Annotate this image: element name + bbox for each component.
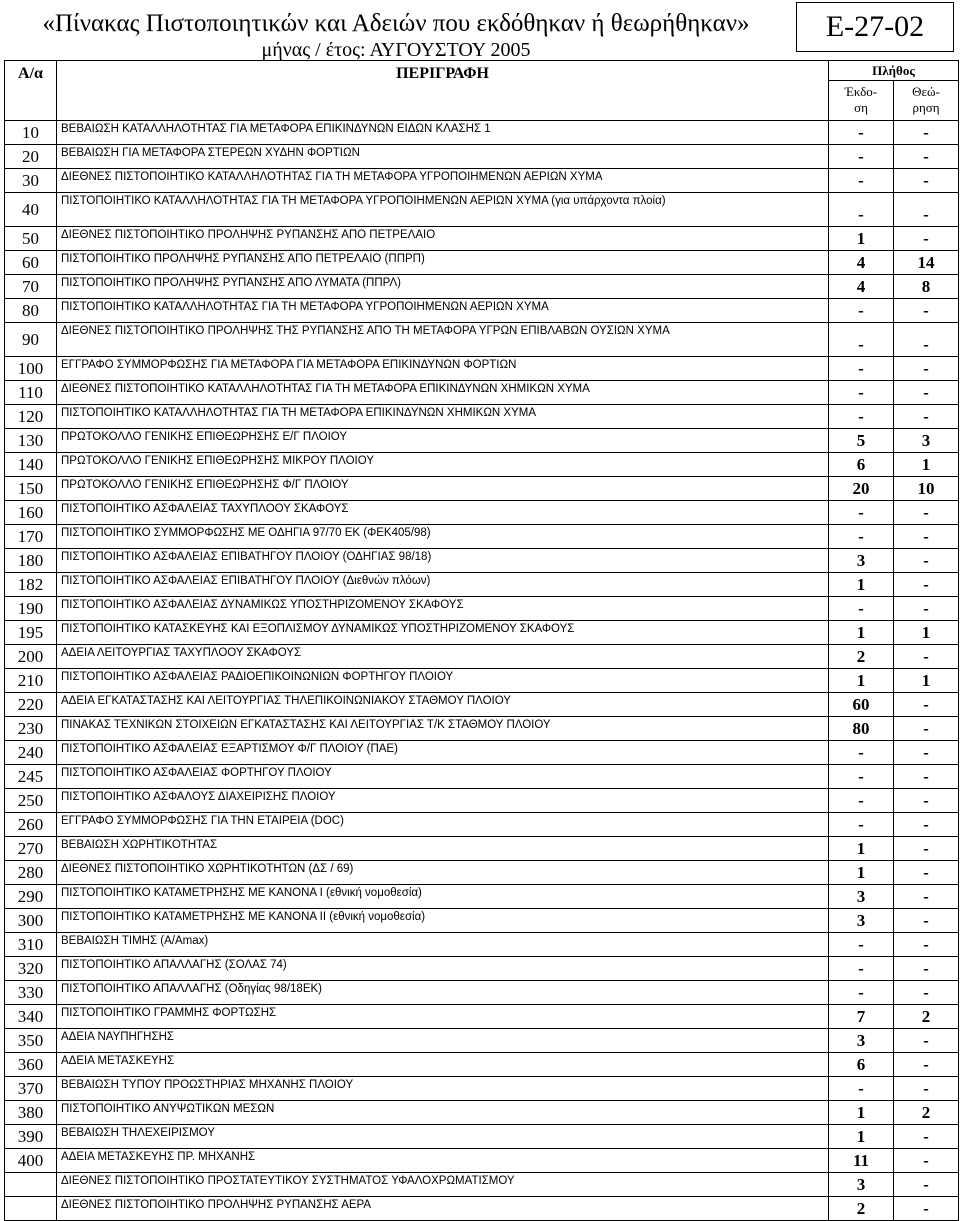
row-description: ΠΙΣΤΟΠΟΙΗΤΙΚΟ ΑΣΦΑΛΕΙΑΣ ΕΠΙΒΑΤΗΓΟΥ ΠΛΟΙΟΥ (Διεθνών πλόων)	[57, 573, 829, 597]
row-number: 90	[5, 323, 57, 357]
row-issued-count: 1	[829, 573, 894, 597]
row-reviewed-count: -	[894, 549, 959, 573]
row-number: 380	[5, 1101, 57, 1125]
row-description: ΔΙΕΘΝΕΣ ΠΙΣΤΟΠΟΙΗΤΙΚΟ ΠΡΟΛΗΨΗΣ ΤΗΣ ΡΥΠΑΝΣΗΣ ΑΠΟ ΤΗ ΜΕΤΑΦΟΡΑ ΥΓΡΩΝ ΕΠΙΒΛΑΒΩΝ ΟΥΣΙΩΝ ΧΥΜΑ	[57, 323, 829, 357]
row-description: ΔΙΕΘΝΕΣ ΠΙΣΤΟΠΟΙΗΤΙΚΟ ΠΡΟΣΤΑΤΕΥΤΙΚΟΥ ΣΥΣΤΗΜΑΤΟΣ ΥΦΑΛΟΧΡΩΜΑΤΙΣΜΟΥ	[57, 1173, 829, 1197]
row-number: 280	[5, 861, 57, 885]
row-issued-count: -	[829, 957, 894, 981]
row-issued-count: 1	[829, 837, 894, 861]
row-description: ΔΙΕΘΝΕΣ ΠΙΣΤΟΠΟΙΗΤΙΚΟ ΚΑΤΑΛΛΗΛΟΤΗΤΑΣ ΓΙΑ ΤΗ ΜΕΤΑΦΟΡΑ ΕΠΙΚΙΝΔΥΝΩΝ ΧΗΜΙΚΩΝ ΧΥΜΑ	[57, 381, 829, 405]
table-row	[5, 741, 959, 765]
row-number: 400	[5, 1149, 57, 1173]
row-reviewed-count: 1	[894, 453, 959, 477]
row-reviewed-count: -	[894, 957, 959, 981]
row-description: ΠΙΣΤΟΠΟΙΗΤΙΚΟ ΚΑΤΑΜΕΤΡΗΣΗΣ ΜΕ ΚΑΝΟΝΑ Ι (εθνική νομοθεσία)	[57, 885, 829, 909]
row-issued-count: 5	[829, 429, 894, 453]
form-code: Ε-27-02	[796, 2, 954, 52]
row-description: ΒΕΒΑΙΩΣΗ ΓΙΑ ΜΕΤΑΦΟΡΑ ΣΤΕΡΕΩΝ ΧΥΔΗΝ ΦΟΡΤΙΩΝ	[57, 145, 829, 169]
row-number: 310	[5, 933, 57, 957]
table-row	[5, 1173, 959, 1197]
table-row	[5, 669, 959, 693]
row-reviewed-count: -	[894, 1173, 959, 1197]
table-row	[5, 1149, 959, 1173]
row-issued-count: 1	[829, 227, 894, 251]
row-issued-count: -	[829, 145, 894, 169]
row-description: ΠΙΝΑΚΑΣ ΤΕΧΝΙΚΩΝ ΣΤΟΙΧΕΙΩΝ ΕΓΚΑΤΑΣΤΑΣΗΣ ΚΑΙ ΛΕΙΤΟΥΡΓΙΑΣ Τ/Κ ΣΤΑΘΜΟΥ ΠΛΟΙΟΥ	[57, 717, 829, 741]
row-number: 370	[5, 1077, 57, 1101]
reviewed-label: Θεώ- ρηση	[912, 84, 940, 116]
table-row	[5, 251, 959, 275]
row-number: 40	[5, 193, 57, 227]
row-number: 245	[5, 765, 57, 789]
page-title: «Πίνακας Πιστοποιητικών και Αδειών που εκδόθηκαν ή θεωρήθηκαν»	[42, 10, 750, 37]
row-issued-count: 1	[829, 1125, 894, 1149]
column-header-issued	[829, 80, 894, 120]
table-row	[5, 299, 959, 323]
table-row	[5, 933, 959, 957]
row-description: ΠΙΣΤΟΠΟΙΗΤΙΚΟ ΚΑΤΑΛΛΗΛΟΤΗΤΑΣ ΓΙΑ ΤΗ ΜΕΤΑΦΟΡΑ ΥΓΡΟΠΟΙΗΜΕΝΩΝ ΑΕΡΙΩΝ ΧΥΜΑ (για υπάρχοντα πλοία)	[57, 193, 829, 227]
table-row	[5, 525, 959, 549]
table-body	[5, 121, 959, 1221]
row-issued-count: 6	[829, 453, 894, 477]
row-issued-count: 1	[829, 669, 894, 693]
row-number: 240	[5, 741, 57, 765]
row-issued-count: -	[829, 357, 894, 381]
table-row	[5, 693, 959, 717]
table-row	[5, 169, 959, 193]
table-row	[5, 227, 959, 251]
table-row	[5, 1053, 959, 1077]
table-row	[5, 1005, 959, 1029]
row-issued-count: -	[829, 981, 894, 1005]
row-description: ΠΙΣΤΟΠΟΙΗΤΙΚΟ ΑΣΦΑΛΕΙΑΣ ΡΑΔΙΟΕΠΙΚΟΙΝΩΝΙΩΝ ΦΟΡΤΗΓΟΥ ΠΛΟΙΟΥ	[57, 669, 829, 693]
table-row	[5, 765, 959, 789]
row-issued-count: -	[829, 789, 894, 813]
table-row	[5, 121, 959, 145]
row-description: ΔΙΕΘΝΕΣ ΠΙΣΤΟΠΟΙΗΤΙΚΟ ΠΡΟΛΗΨΗΣ ΡΥΠΑΝΣΗΣ ΑΕΡΑ	[57, 1197, 829, 1221]
table-row	[5, 145, 959, 169]
row-number: 50	[5, 227, 57, 251]
row-description: ΑΔΕΙΑ ΛΕΙΤΟΥΡΓΙΑΣ ΤΑΧΥΠΛΟΟΥ ΣΚΑΦΟΥΣ	[57, 645, 829, 669]
row-issued-count: 80	[829, 717, 894, 741]
table-row	[5, 789, 959, 813]
row-reviewed-count: -	[894, 597, 959, 621]
row-reviewed-count: -	[894, 1149, 959, 1173]
row-reviewed-count: -	[894, 1125, 959, 1149]
row-description: ΑΔΕΙΑ ΕΓΚΑΤΑΣΤΑΣΗΣ ΚΑΙ ΛΕΙΤΟΥΡΓΙΑΣ ΤΗΛΕΠΙΚΟΙΝΩΝΙΑΚΟΥ ΣΤΑΘΜΟΥ ΠΛΟΙΟΥ	[57, 693, 829, 717]
row-reviewed-count: -	[894, 227, 959, 251]
row-issued-count: -	[829, 501, 894, 525]
row-issued-count: 2	[829, 645, 894, 669]
row-issued-count: 60	[829, 693, 894, 717]
row-number: 182	[5, 573, 57, 597]
row-reviewed-count: -	[894, 525, 959, 549]
row-issued-count: 3	[829, 909, 894, 933]
row-issued-count: -	[829, 381, 894, 405]
row-description: ΠΡΩΤΟΚΟΛΛΟ ΓΕΝΙΚΗΣ ΕΠΙΘΕΩΡΗΣΗΣ ΜΙΚΡΟΥ ΠΛΟΙΟΥ	[57, 453, 829, 477]
certificates-table	[4, 60, 959, 1221]
row-number: 390	[5, 1125, 57, 1149]
row-reviewed-count: -	[894, 861, 959, 885]
table-row	[5, 275, 959, 299]
row-description: ΑΔΕΙΑ ΝΑΥΠΗΓΗΣΗΣ	[57, 1029, 829, 1053]
column-header-reviewed	[894, 80, 959, 120]
row-description: ΠΙΣΤΟΠΟΙΗΤΙΚΟ ΚΑΤΑΛΛΗΛΟΤΗΤΑΣ ΓΙΑ ΤΗ ΜΕΤΑΦΟΡΑ ΥΓΡΟΠΟΙΗΜΕΝΩΝ ΑΕΡΙΩΝ ΧΥΜΑ	[57, 299, 829, 323]
row-issued-count: 1	[829, 621, 894, 645]
row-number: 300	[5, 909, 57, 933]
table-row	[5, 1197, 959, 1221]
row-reviewed-count: -	[894, 405, 959, 429]
row-description: ΒΕΒΑΙΩΣΗ ΤΙΜΗΣ (A/Amax)	[57, 933, 829, 957]
row-description: ΠΙΣΤΟΠΟΙΗΤΙΚΟ ΑΣΦΑΛΕΙΑΣ ΦΟΡΤΗΓΟΥ ΠΛΟΙΟΥ	[57, 765, 829, 789]
table-row	[5, 981, 959, 1005]
row-description: ΠΡΩΤΟΚΟΛΛΟ ΓΕΝΙΚΗΣ ΕΠΙΘΕΩΡΗΣΗΣ Φ/Γ ΠΛΟΙΟΥ	[57, 477, 829, 501]
table-row	[5, 813, 959, 837]
row-description: ΒΕΒΑΙΩΣΗ ΤΥΠΟΥ ΠΡΟΩΣΤΗΡΙΑΣ ΜΗΧΑΝΗΣ ΠΛΟΙΟΥ	[57, 1077, 829, 1101]
row-issued-count: 7	[829, 1005, 894, 1029]
row-number: 130	[5, 429, 57, 453]
row-description: ΒΕΒΑΙΩΣΗ ΤΗΛΕΧΕΙΡΙΣΜΟΥ	[57, 1125, 829, 1149]
row-number: 350	[5, 1029, 57, 1053]
row-reviewed-count: 2	[894, 1005, 959, 1029]
row-reviewed-count: 10	[894, 477, 959, 501]
row-issued-count: -	[829, 933, 894, 957]
row-description: ΠΙΣΤΟΠΟΙΗΤΙΚΟ ΚΑΤΑΜΕΤΡΗΣΗΣ ΜΕ ΚΑΝΟΝΑ ΙΙ (εθνική νομοθεσία)	[57, 909, 829, 933]
row-description: ΔΙΕΘΝΕΣ ΠΙΣΤΟΠΟΙΗΤΙΚΟ ΚΑΤΑΛΛΗΛΟΤΗΤΑΣ ΓΙΑ ΤΗ ΜΕΤΑΦΟΡΑ ΥΓΡΟΠΟΙΗΜΕΝΩΝ ΑΕΡΙΩΝ ΧΥΜΑ	[57, 169, 829, 193]
row-description: ΠΙΣΤΟΠΟΙΗΤΙΚΟ ΠΡΟΛΗΨΗΣ ΡΥΠΑΝΣΗΣ ΑΠΟ ΛΥΜΑΤΑ (ΠΠΡΛ)	[57, 275, 829, 299]
row-issued-count: 1	[829, 861, 894, 885]
table-row	[5, 357, 959, 381]
row-reviewed-count: -	[894, 909, 959, 933]
row-number: 100	[5, 357, 57, 381]
row-number: 190	[5, 597, 57, 621]
row-reviewed-count: -	[894, 1053, 959, 1077]
row-number	[5, 1197, 57, 1221]
row-reviewed-count: -	[894, 381, 959, 405]
row-number: 320	[5, 957, 57, 981]
row-number: 210	[5, 669, 57, 693]
row-number: 290	[5, 885, 57, 909]
row-issued-count: 4	[829, 275, 894, 299]
row-number: 30	[5, 169, 57, 193]
row-number: 270	[5, 837, 57, 861]
row-number: 20	[5, 145, 57, 169]
period-value: ΑΥΓΟΥΣΤΟΥ 2005	[369, 39, 531, 61]
row-number: 200	[5, 645, 57, 669]
table-row	[5, 1077, 959, 1101]
row-number: 180	[5, 549, 57, 573]
row-reviewed-count: -	[894, 765, 959, 789]
row-number: 60	[5, 251, 57, 275]
table-row	[5, 501, 959, 525]
row-issued-count: 3	[829, 549, 894, 573]
row-number: 195	[5, 621, 57, 645]
row-description: ΠΙΣΤΟΠΟΙΗΤΙΚΟ ΓΡΑΜΜΗΣ ΦΟΡΤΩΣΗΣ	[57, 1005, 829, 1029]
row-issued-count: 1	[829, 1101, 894, 1125]
row-issued-count: 4	[829, 251, 894, 275]
row-description: ΠΙΣΤΟΠΟΙΗΤΙΚΟ ΑΣΦΑΛΕΙΑΣ ΔΥΝΑΜΙΚΩΣ ΥΠΟΣΤΗΡΙΖΟΜΕΝΟΥ ΣΚΑΦΟΥΣ	[57, 597, 829, 621]
table-row	[5, 573, 959, 597]
row-reviewed-count: 2	[894, 1101, 959, 1125]
row-reviewed-count: -	[894, 645, 959, 669]
row-description: ΑΔΕΙΑ ΜΕΤΑΣΚΕΥΗΣ	[57, 1053, 829, 1077]
row-description: ΠΙΣΤΟΠΟΙΗΤΙΚΟ ΑΣΦΑΛΕΙΑΣ ΕΠΙΒΑΤΗΓΟΥ ΠΛΟΙΟΥ (ΟΔΗΓΙΑΣ 98/18)	[57, 549, 829, 573]
row-reviewed-count: 14	[894, 251, 959, 275]
row-number: 10	[5, 121, 57, 145]
row-reviewed-count: -	[894, 1197, 959, 1221]
row-reviewed-count: -	[894, 717, 959, 741]
table-row	[5, 1125, 959, 1149]
row-reviewed-count: -	[894, 1077, 959, 1101]
row-number: 70	[5, 275, 57, 299]
row-issued-count: -	[829, 299, 894, 323]
row-reviewed-count: -	[894, 193, 959, 227]
table-row	[5, 861, 959, 885]
row-reviewed-count: 3	[894, 429, 959, 453]
row-issued-count: 2	[829, 1197, 894, 1221]
row-reviewed-count: -	[894, 501, 959, 525]
row-issued-count: -	[829, 813, 894, 837]
row-number: 250	[5, 789, 57, 813]
row-description: ΠΙΣΤΟΠΟΙΗΤΙΚΟ ΑΣΦΑΛΕΙΑΣ ΕΞΑΡΤΙΣΜΟΥ Φ/Γ ΠΛΟΙΟΥ (ΠΑΕ)	[57, 741, 829, 765]
table-row	[5, 717, 959, 741]
row-description: ΠΙΣΤΟΠΟΙΗΤΙΚΟ ΑΣΦΑΛΟΥΣ ΔΙΑΧΕΙΡΙΣΗΣ ΠΛΟΙΟΥ	[57, 789, 829, 813]
row-description: ΠΙΣΤΟΠΟΙΗΤΙΚΟ ΣΥΜΜΟΡΦΩΣΗΣ ΜΕ ΟΔΗΓΙΑ 97/70 ΕΚ (ΦΕΚ405/98)	[57, 525, 829, 549]
table-row	[5, 429, 959, 453]
table-row	[5, 381, 959, 405]
row-issued-count: 3	[829, 885, 894, 909]
row-issued-count: -	[829, 525, 894, 549]
row-issued-count: 20	[829, 477, 894, 501]
table-row	[5, 453, 959, 477]
row-description: ΠΡΩΤΟΚΟΛΛΟ ΓΕΝΙΚΗΣ ΕΠΙΘΕΩΡΗΣΗΣ Ε/Γ ΠΛΟΙΟΥ	[57, 429, 829, 453]
row-number: 120	[5, 405, 57, 429]
table-row	[5, 645, 959, 669]
row-description: ΠΙΣΤΟΠΟΙΗΤΙΚΟ ΑΠΑΛΛΑΓΗΣ (Οδηγίας 98/18ΕΚ)	[57, 981, 829, 1005]
row-description: ΠΙΣΤΟΠΟΙΗΤΙΚΟ ΚΑΤΑΛΛΗΛΟΤΗΤΑΣ ΓΙΑ ΤΗ ΜΕΤΑΦΟΡΑ ΕΠΙΚΙΝΔΥΝΩΝ ΧΗΜΙΚΩΝ ΧΥΜΑ	[57, 405, 829, 429]
row-number: 150	[5, 477, 57, 501]
issued-label: Έκδο- ση	[844, 84, 878, 116]
row-issued-count: -	[829, 169, 894, 193]
row-description: ΠΙΣΤΟΠΟΙΗΤΙΚΟ ΑΝΥΨΩΤΙΚΩΝ ΜΕΣΩΝ	[57, 1101, 829, 1125]
table-row	[5, 837, 959, 861]
row-number: 340	[5, 1005, 57, 1029]
period-line	[36, 38, 756, 62]
table-row	[5, 1029, 959, 1053]
row-description: ΠΙΣΤΟΠΟΙΗΤΙΚΟ ΠΡΟΛΗΨΗΣ ΡΥΠΑΝΣΗΣ ΑΠΟ ΠΕΤΡΕΛΑΙΟ (ΠΠΡΠ)	[57, 251, 829, 275]
row-description: ΕΓΓΡΑΦΟ ΣΥΜΜΟΡΦΩΣΗΣ ΓΙΑ ΜΕΤΑΦΟΡΑ ΓΙΑ ΜΕΤΑΦΟΡΑ ΕΠΙΚΙΝΔΥΝΩΝ ΦΟΡΤΙΩΝ	[57, 357, 829, 381]
row-number	[5, 1173, 57, 1197]
table-row	[5, 405, 959, 429]
row-description: ΠΙΣΤΟΠΟΙΗΤΙΚΟ ΚΑΤΑΣΚΕΥΗΣ ΚΑΙ ΕΞΟΠΛΙΣΜΟΥ ΔΥΝΑΜΙΚΩΣ ΥΠΟΣΤΗΡΙΖΟΜΕΝΟΥ ΣΚΑΦΟΥΣ	[57, 621, 829, 645]
row-number: 170	[5, 525, 57, 549]
row-issued-count: -	[829, 741, 894, 765]
column-header-aa: Α/α	[5, 61, 57, 121]
period-label: μήνας / έτος:	[261, 39, 366, 61]
row-number: 160	[5, 501, 57, 525]
row-reviewed-count: -	[894, 981, 959, 1005]
row-reviewed-count: -	[894, 145, 959, 169]
table-row	[5, 957, 959, 981]
row-reviewed-count: -	[894, 323, 959, 357]
table-row	[5, 1101, 959, 1125]
row-reviewed-count: -	[894, 741, 959, 765]
row-issued-count: 3	[829, 1173, 894, 1197]
table-row	[5, 549, 959, 573]
row-reviewed-count: -	[894, 789, 959, 813]
table-row	[5, 477, 959, 501]
row-reviewed-count: 8	[894, 275, 959, 299]
row-issued-count: -	[829, 323, 894, 357]
row-description: ΒΕΒΑΙΩΣΗ ΧΩΡΗΤΙΚΟΤΗΤΑΣ	[57, 837, 829, 861]
row-reviewed-count: -	[894, 1029, 959, 1053]
row-description: ΔΙΕΘΝΕΣ ΠΙΣΤΟΠΟΙΗΤΙΚΟ ΠΡΟΛΗΨΗΣ ΡΥΠΑΝΣΗΣ ΑΠΟ ΠΕΤΡΕΛΑΙΟ	[57, 227, 829, 251]
row-issued-count: -	[829, 597, 894, 621]
column-header-description: ΠΕΡΙΓΡΑΦΗ	[57, 61, 829, 121]
table-row	[5, 909, 959, 933]
table-row	[5, 323, 959, 357]
row-reviewed-count: -	[894, 573, 959, 597]
row-issued-count: 11	[829, 1149, 894, 1173]
row-description: ΒΕΒΑΙΩΣΗ ΚΑΤΑΛΛΗΛΟΤΗΤΑΣ ΓΙΑ ΜΕΤΑΦΟΡΑ ΕΠΙΚΙΝΔΥΝΩΝ ΕΙΔΩΝ ΚΛΑΣΗΣ 1	[57, 121, 829, 145]
row-number: 260	[5, 813, 57, 837]
row-description: ΕΓΓΡΑΦΟ ΣΥΜΜΟΡΦΩΣΗΣ ΓΙΑ ΤΗΝ ΕΤΑΙΡΕΙΑ (DOC)	[57, 813, 829, 837]
table-row	[5, 621, 959, 645]
row-number: 110	[5, 381, 57, 405]
row-description: ΔΙΕΘΝΕΣ ΠΙΣΤΟΠΟΙΗΤΙΚΟ ΧΩΡΗΤΙΚΟΤΗΤΩΝ (ΔΣ / 69)	[57, 861, 829, 885]
row-issued-count: 3	[829, 1029, 894, 1053]
row-number: 80	[5, 299, 57, 323]
row-number: 220	[5, 693, 57, 717]
row-number: 230	[5, 717, 57, 741]
row-reviewed-count: 1	[894, 669, 959, 693]
row-reviewed-count: -	[894, 885, 959, 909]
table-row	[5, 597, 959, 621]
row-issued-count: -	[829, 1077, 894, 1101]
row-issued-count: -	[829, 405, 894, 429]
row-description: ΠΙΣΤΟΠΟΙΗΤΙΚΟ ΑΠΑΛΛΑΓΗΣ (ΣΟΛΑΣ 74)	[57, 957, 829, 981]
row-number: 140	[5, 453, 57, 477]
row-number: 360	[5, 1053, 57, 1077]
row-issued-count: 6	[829, 1053, 894, 1077]
table-row	[5, 193, 959, 227]
row-description: ΑΔΕΙΑ ΜΕΤΑΣΚΕΥΗΣ ΠΡ. ΜΗΧΑΝΗΣ	[57, 1149, 829, 1173]
row-reviewed-count: -	[894, 121, 959, 145]
row-reviewed-count: 1	[894, 621, 959, 645]
row-reviewed-count: -	[894, 837, 959, 861]
row-reviewed-count: -	[894, 813, 959, 837]
row-reviewed-count: -	[894, 933, 959, 957]
row-description: ΠΙΣΤΟΠΟΙΗΤΙΚΟ ΑΣΦΑΛΕΙΑΣ ΤΑΧΥΠΛΟΟΥ ΣΚΑΦΟΥΣ	[57, 501, 829, 525]
row-issued-count: -	[829, 765, 894, 789]
row-reviewed-count: -	[894, 169, 959, 193]
column-header-count: Πλήθος	[829, 61, 959, 81]
row-issued-count: -	[829, 121, 894, 145]
table-row	[5, 885, 959, 909]
row-issued-count: -	[829, 193, 894, 227]
row-reviewed-count: -	[894, 693, 959, 717]
row-reviewed-count: -	[894, 299, 959, 323]
row-number: 330	[5, 981, 57, 1005]
row-reviewed-count: -	[894, 357, 959, 381]
